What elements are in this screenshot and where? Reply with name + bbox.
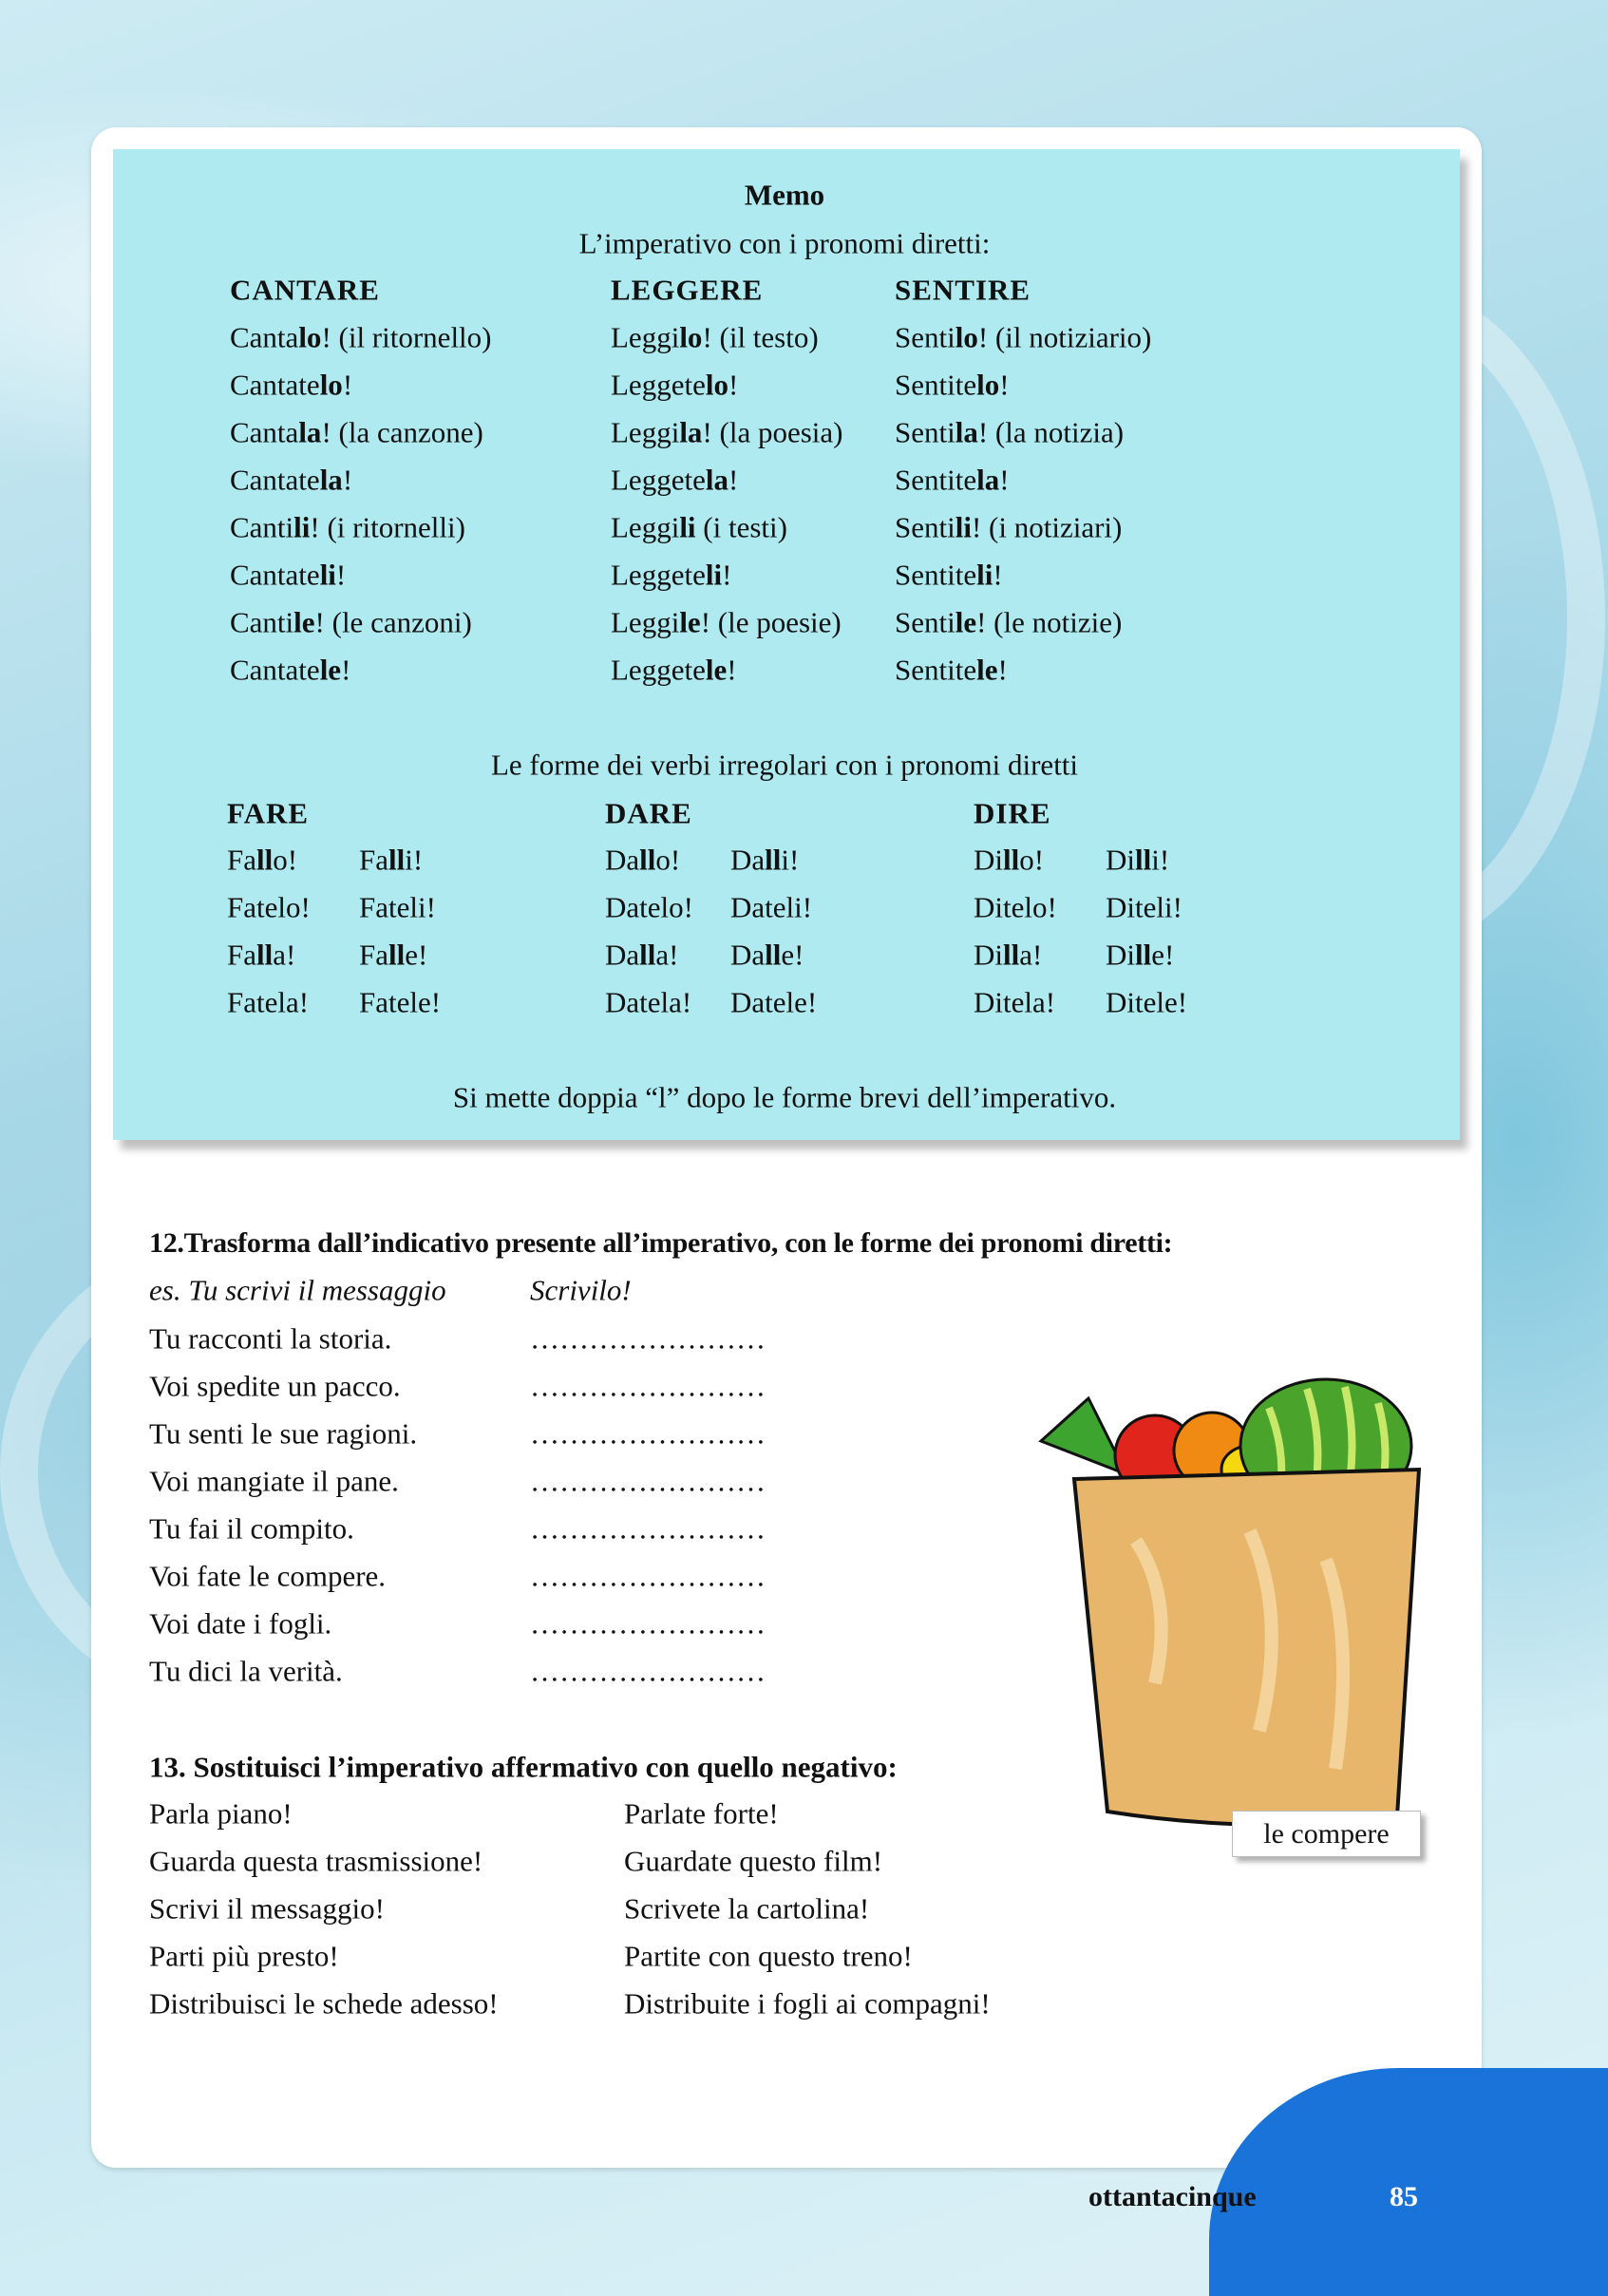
- grocery-bag-illustration: [1022, 1370, 1424, 1838]
- verb-part: !: [341, 653, 351, 687]
- pronoun-ending: le: [705, 653, 728, 687]
- verb-part: Di: [1106, 938, 1135, 972]
- verb-part: Senti: [895, 415, 955, 449]
- verb-form: [1106, 985, 1188, 1019]
- verb-part: Leggete: [611, 558, 706, 592]
- answer-blank[interactable]: ……………………: [530, 1416, 766, 1451]
- exercise-sentence: Voi spedite un pacco.: [149, 1369, 401, 1403]
- exercise-sentence: Tu dici la verità.: [149, 1654, 343, 1688]
- pronoun-ending: ll: [765, 843, 782, 877]
- memo-title: Memo: [744, 178, 825, 212]
- verb-form: [730, 985, 818, 1019]
- verb-part: Leggi: [611, 510, 680, 544]
- verb-part: Sentite: [895, 463, 977, 497]
- verb-form: [730, 890, 813, 924]
- verb-form: [895, 655, 1008, 685]
- answer-blank[interactable]: ……………………: [530, 1369, 766, 1403]
- verb-form: [605, 940, 678, 970]
- verb-part: !: [727, 653, 737, 687]
- verb-part: (i testi): [695, 510, 787, 544]
- verb-part: Fa: [227, 938, 256, 972]
- pronoun-ending: le: [955, 605, 977, 639]
- verb-part: Datela!: [605, 985, 692, 1019]
- exercise-sentence: Guardate questo film!: [624, 1844, 883, 1878]
- image-caption-label: le compere: [1232, 1811, 1421, 1857]
- exercise-sentence: Tu racconti la storia.: [149, 1321, 392, 1356]
- verb-part: Diteli!: [1106, 890, 1182, 924]
- verb-part: e!: [405, 938, 428, 972]
- verb-part: !: [722, 558, 732, 592]
- verb-form: [895, 320, 1152, 354]
- verb-form: [359, 845, 423, 875]
- exercise-sentence: Scrivi il messaggio!: [149, 1891, 385, 1926]
- verb-part: ! (la poesia): [702, 415, 843, 449]
- verb-form: [895, 560, 1003, 590]
- verb-form: [895, 605, 1123, 639]
- verb-part: e!: [1151, 938, 1175, 972]
- verb-part: Senti: [895, 605, 955, 639]
- verb-part: Da: [605, 843, 640, 877]
- verb-part: Datelo!: [605, 890, 693, 924]
- exercise-sentence: Partite con questo treno!: [624, 1939, 913, 1973]
- verb-header: LEGGERE: [611, 273, 764, 307]
- memo-note: Si mette doppia “l” dopo le forme brevi dell’imperativo.: [452, 1080, 1117, 1114]
- pronoun-ending: ll: [388, 843, 406, 877]
- pronoun-ending: lo: [705, 368, 728, 402]
- verb-part: a!: [655, 938, 679, 972]
- pronoun-ending: lo: [955, 320, 978, 354]
- verb-form: [227, 940, 295, 970]
- verb-part: Sentite: [895, 558, 977, 592]
- verb-part: Fatela!: [227, 985, 310, 1019]
- pronoun-ending: le: [976, 653, 998, 687]
- verb-part: Senti: [895, 510, 955, 544]
- verb-form: [359, 940, 427, 970]
- memo-subtitle: L’imperativo con i pronomi diretti:: [578, 226, 991, 260]
- verb-part: i!: [1151, 843, 1170, 877]
- verb-form: [227, 985, 310, 1019]
- exercise-sentence: Distribuisci le schede adesso!: [149, 1986, 499, 2021]
- verb-part: Di: [974, 938, 1003, 972]
- exercise-12-title: 12.Trasforma dall’indicativo presente all’imperativo, con le forme dei pronomi diretti:: [149, 1227, 1173, 1259]
- verb-part: Ditele!: [1106, 985, 1188, 1019]
- pronoun-ending: le: [319, 653, 342, 687]
- verb-part: Di: [1106, 843, 1135, 877]
- verb-part: !: [342, 463, 353, 497]
- verb-form: [1106, 845, 1169, 875]
- verb-part: Canti: [230, 510, 294, 544]
- verb-form: [359, 985, 442, 1019]
- verb-part: Leggete: [611, 653, 706, 687]
- verb-form: [611, 370, 738, 400]
- verb-part: o!: [273, 843, 298, 877]
- verb-part: ! (il testo): [702, 320, 819, 354]
- verb-part: Cantate: [230, 368, 320, 402]
- pronoun-ending: le: [679, 605, 701, 639]
- verb-part: Datele!: [730, 985, 818, 1019]
- verb-part: !: [342, 368, 353, 402]
- verb-form: [974, 845, 1044, 875]
- pronoun-ending: li: [955, 510, 972, 544]
- answer-blank[interactable]: ……………………: [530, 1321, 766, 1356]
- verb-part: i!: [405, 843, 424, 877]
- verb-part: Dateli!: [730, 890, 813, 924]
- pronoun-ending: ll: [639, 843, 656, 877]
- verb-part: Cantate: [230, 463, 320, 497]
- verb-part: Sentite: [895, 368, 977, 402]
- verb-part: i!: [781, 843, 800, 877]
- verb-part: Da: [730, 843, 766, 877]
- verb-form: [230, 415, 483, 449]
- verb-part: Canta: [230, 415, 299, 449]
- verb-part: ! (la canzone): [321, 415, 483, 449]
- exercise-sentence: Tu fai il compito.: [149, 1511, 354, 1546]
- verb-form: [611, 605, 842, 639]
- verb-form: [230, 465, 352, 495]
- answer-blank[interactable]: ……………………: [530, 1464, 766, 1498]
- verb-form: [359, 890, 436, 924]
- pronoun-ending: lo: [679, 320, 703, 354]
- verb-form: [611, 655, 737, 685]
- verb-header: FARE: [227, 796, 310, 830]
- exercise-sentence: Parti più presto!: [149, 1939, 339, 1973]
- verb-form: [974, 985, 1056, 1019]
- verb-part: !: [335, 558, 347, 592]
- page-number: 85: [1390, 2181, 1418, 2212]
- verb-header: DARE: [605, 796, 692, 830]
- answer-blank[interactable]: ……………………: [530, 1559, 766, 1593]
- verb-form: [605, 845, 680, 875]
- verb-part: Fa: [359, 843, 388, 877]
- verb-header: CANTARE: [230, 273, 380, 307]
- pronoun-ending: ll: [1003, 938, 1020, 972]
- verb-part: Leggi: [611, 320, 680, 354]
- verb-part: a!: [1019, 938, 1043, 972]
- verb-part: Leggete: [611, 463, 706, 497]
- verb-part: Canti: [230, 605, 294, 639]
- irregular-title: Le forme dei verbi irregolari con i pronomi diretti: [490, 748, 1079, 782]
- verb-form: [895, 465, 1010, 495]
- pronoun-ending: ll: [256, 843, 274, 877]
- verb-part: Ditela!: [974, 985, 1056, 1019]
- verb-part: ! (i ritornelli): [310, 510, 465, 544]
- verb-form: [230, 605, 472, 639]
- exercise-sentence: Voi fate le compere.: [149, 1559, 387, 1593]
- verb-part: Fatele!: [359, 985, 442, 1019]
- verb-part: !: [999, 463, 1010, 497]
- verb-part: ! (il notiziario): [977, 320, 1152, 354]
- verb-part: ! (le notizie): [976, 605, 1123, 639]
- verb-part: o!: [655, 843, 681, 877]
- example-sentence: es. Tu scrivi il messaggio: [149, 1273, 446, 1307]
- verb-form: [974, 890, 1057, 924]
- verb-part: Di: [974, 843, 1003, 877]
- verb-form: [895, 415, 1125, 449]
- verb-form: [230, 320, 492, 354]
- verb-form: [611, 465, 738, 495]
- exercise-sentence: Voi date i fogli.: [149, 1606, 332, 1641]
- page-word: ottantacinque: [1088, 2181, 1257, 2212]
- verb-part: ! (i notiziari): [971, 510, 1123, 544]
- verb-part: !: [993, 558, 1003, 592]
- pronoun-ending: li: [705, 558, 723, 592]
- pronoun-ending: ll: [639, 938, 656, 972]
- verb-part: Leggete: [611, 368, 706, 402]
- verb-part: Fatelo!: [227, 890, 311, 924]
- pronoun-ending: la: [976, 463, 1000, 497]
- verb-part: ! (il ritornello): [321, 320, 492, 354]
- pronoun-ending: lo: [976, 368, 1000, 402]
- exercise-sentence: Guarda questa trasmissione!: [149, 1844, 483, 1878]
- verb-part: Canta: [230, 320, 299, 354]
- verb-part: ! (le poesie): [700, 605, 842, 639]
- verb-part: ! (la notizia): [977, 415, 1125, 449]
- pronoun-ending: ll: [1003, 843, 1020, 877]
- pronoun-ending: li: [319, 558, 336, 592]
- pronoun-ending: ll: [1135, 843, 1152, 877]
- verb-form: [230, 655, 350, 685]
- verb-header: SENTIRE: [895, 273, 1031, 307]
- verb-form: [611, 415, 843, 449]
- verb-part: Da: [730, 938, 766, 972]
- pronoun-ending: ll: [1135, 938, 1152, 972]
- verb-part: Senti: [895, 320, 955, 354]
- verb-form: [605, 890, 693, 924]
- exercise-sentence: Distribuite i fogli ai compagni!: [624, 1986, 991, 2021]
- verb-part: Sentite: [895, 653, 977, 687]
- pronoun-ending: le: [293, 605, 315, 639]
- answer-blank[interactable]: ……………………: [530, 1606, 766, 1641]
- verb-form: [1106, 940, 1174, 970]
- verb-part: Fa: [227, 843, 256, 877]
- pronoun-ending: la: [679, 415, 703, 449]
- verb-part: o!: [1019, 843, 1045, 877]
- verb-form: [230, 510, 465, 544]
- verb-part: Leggi: [611, 605, 680, 639]
- verb-part: !: [997, 653, 1008, 687]
- answer-blank[interactable]: ……………………: [530, 1654, 766, 1688]
- verb-part: Cantate: [230, 558, 320, 592]
- exercise-sentence: Voi mangiate il pane.: [149, 1464, 399, 1498]
- verb-form: [1106, 890, 1182, 924]
- verb-part: Cantate: [230, 653, 320, 687]
- exercise-sentence: Parlate forte!: [624, 1796, 779, 1831]
- verb-form: [230, 560, 346, 590]
- verb-form: [227, 845, 297, 875]
- example-answer: Scrivilo!: [530, 1273, 632, 1307]
- pronoun-ending: li: [976, 558, 993, 592]
- verb-header: DIRE: [974, 796, 1051, 830]
- verb-part: !: [728, 463, 739, 497]
- verb-part: Fateli!: [359, 890, 436, 924]
- verb-part: Fa: [359, 938, 388, 972]
- verb-form: [230, 370, 352, 400]
- answer-blank[interactable]: ……………………: [530, 1511, 766, 1546]
- verb-part: !: [999, 368, 1010, 402]
- verb-form: [730, 940, 804, 970]
- verb-form: [605, 985, 692, 1019]
- verb-part: a!: [273, 938, 296, 972]
- pronoun-ending: la: [955, 415, 978, 449]
- pronoun-ending: la: [705, 463, 728, 497]
- verb-form: [227, 890, 311, 924]
- verb-form: [611, 510, 787, 544]
- verb-form: [895, 370, 1010, 400]
- verb-part: e!: [781, 938, 804, 972]
- exercise-sentence: Tu senti le sue ragioni.: [149, 1416, 418, 1451]
- exercise-13-title: 13. Sostituisci l’imperativo affermativo con quello negativo:: [149, 1750, 898, 1784]
- pronoun-ending: li: [679, 510, 696, 544]
- verb-form: [611, 560, 731, 590]
- pronoun-ending: lo: [319, 368, 343, 402]
- pronoun-ending: la: [319, 463, 343, 497]
- verb-part: Leggi: [611, 415, 680, 449]
- verb-form: [611, 320, 819, 354]
- exercise-sentence: Scrivete la cartolina!: [624, 1891, 870, 1926]
- pronoun-ending: la: [298, 415, 322, 449]
- verb-part: Da: [605, 938, 640, 972]
- exercise-sentence: Parla piano!: [149, 1796, 293, 1831]
- verb-form: [974, 940, 1042, 970]
- pronoun-ending: lo: [298, 320, 322, 354]
- verb-form: [730, 845, 799, 875]
- pronoun-ending: ll: [388, 938, 406, 972]
- verb-part: Ditelo!: [974, 890, 1057, 924]
- verb-part: ! (le canzoni): [314, 605, 472, 639]
- verb-form: [895, 510, 1123, 544]
- pronoun-ending: ll: [256, 938, 274, 972]
- pronoun-ending: ll: [765, 938, 782, 972]
- verb-part: !: [728, 368, 739, 402]
- pronoun-ending: li: [293, 510, 311, 544]
